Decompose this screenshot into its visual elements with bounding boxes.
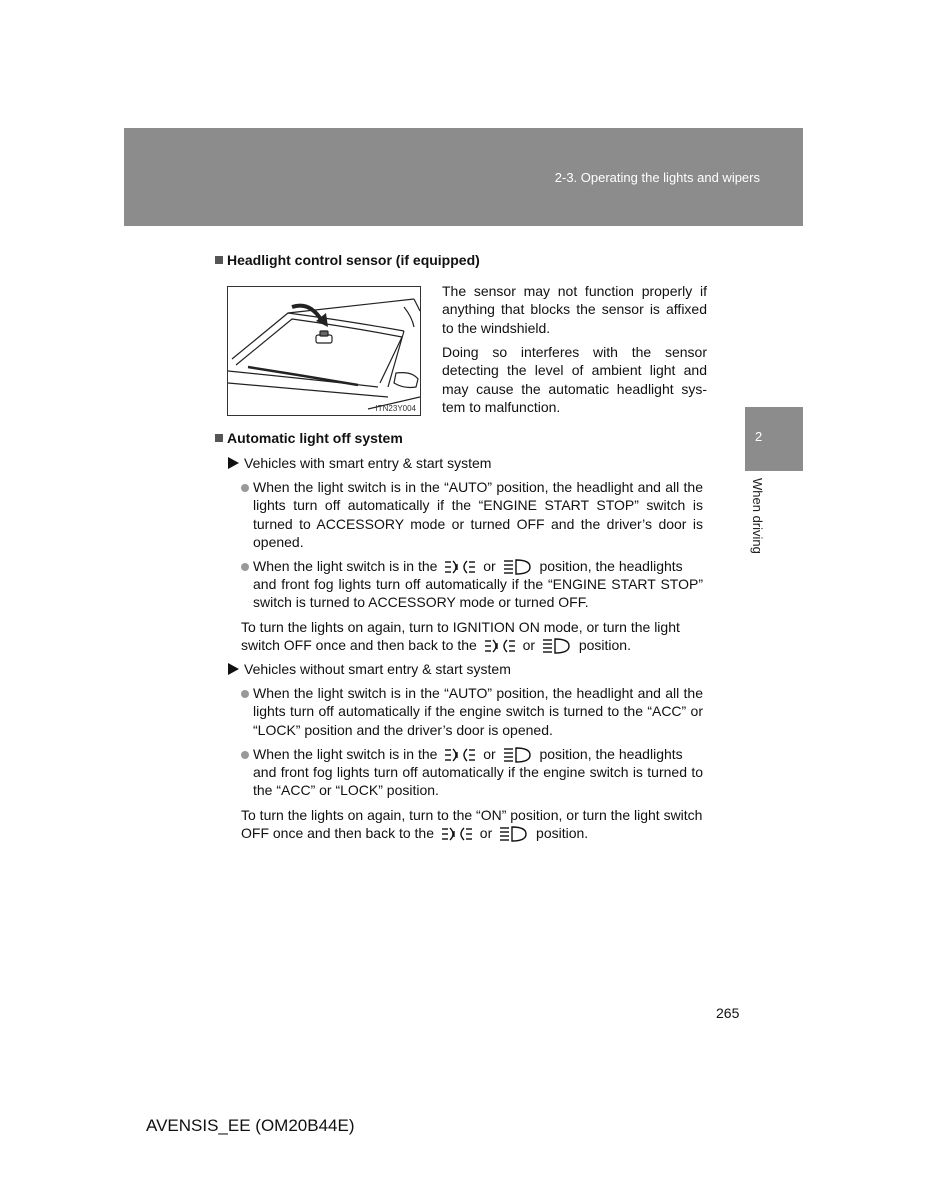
fog-light-icon [442,826,472,842]
triangle-bullet-icon [228,663,239,675]
sensor-paragraph-2: Doing so interferes with the sensor detecting the level of ambient light and may cause the automatic headlight sys-tem to malfunction. [442,344,707,415]
smart-entry-label: Vehicles with smart entry & start system [228,454,491,472]
square-bullet-icon [215,434,223,442]
page-number: 265 [716,1005,740,1021]
figure-label: ITN23Y004 [375,404,416,413]
fog-light-icon [445,747,475,763]
windshield-illustration [228,287,420,415]
auto-off-heading: Automatic light off system [215,430,403,446]
chapter-tab [745,407,803,471]
nosmart-bullet-1: When the light switch is in the “AUTO” position, the headlight and all the lights turn off automatically if the engine switch is turned to the “ACC” or “LOCK” position and the driver’s door is opened. [253,685,703,738]
smart-bullet-2-line1: When the light switch is in the or position, the headlights [253,558,683,574]
no-smart-entry-label: Vehicles without smart entry & start system [228,660,511,678]
smart-note-line-1: To turn the lights on again, turn to IGNITION ON mode, or turn the light [241,619,680,635]
sensor-paragraph-1: The sensor may not function properly if anything that blocks the sensor is affixed to the windshield. [442,283,707,336]
chapter-label: When driving [750,478,765,554]
sensor-heading: Headlight control sensor (if equipped) [215,252,480,268]
nosmart-note-line-1: To turn the lights on again, turn to the “ON” position, or turn the light switch [241,807,703,823]
nosmart-bullet-2-line1: When the light switch is in the or position, the headlights [253,746,683,762]
header-band [124,128,803,226]
model-code: AVENSIS_EE (OM20B44E) [146,1116,355,1135]
smart-bullet-1: When the light switch is in the “AUTO” position, the headlight and all the lights turn off automatically if the “ENGINE START STOP” switch is turned to ACCESSORY mode or turned OFF and the driver’s door is opened. [253,479,703,550]
square-bullet-icon [215,256,223,264]
circle-bullet-icon [241,484,249,492]
triangle-bullet-icon [228,457,239,469]
nosmart-bullet-2-rest: and front fog lights turn off automatically if the engine switch is turned to the “ACC” or “LOCK” position. [253,764,703,799]
headlight-icon [543,638,571,654]
circle-bullet-icon [241,563,249,571]
headlight-icon [500,826,528,842]
fog-light-icon [485,638,515,654]
headlight-icon [504,559,532,575]
smart-bullet-2-rest: and front fog lights turn off automatically if the “ENGINE START STOP” switch is turned to ACCESSORY mode or turned OFF. [253,576,703,611]
smart-note-line-2: switch OFF once and then back to the or position. [241,637,631,653]
circle-bullet-icon [241,751,249,759]
fog-light-icon [445,559,475,575]
windshield-figure [227,286,421,416]
chapter-number: 2 [755,429,763,444]
circle-bullet-icon [241,690,249,698]
section-title: 2-3. Operating the lights and wipers [554,170,760,185]
headlight-icon [504,747,532,763]
nosmart-note-line-2: OFF once and then back to the or position. [241,825,589,841]
